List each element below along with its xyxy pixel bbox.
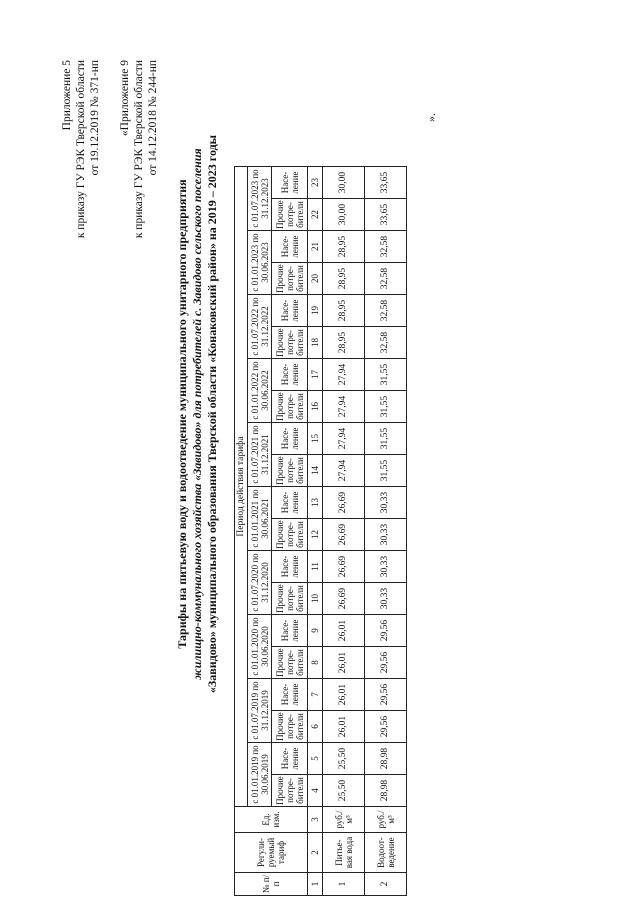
value-cell: 33,65 bbox=[365, 199, 407, 231]
value-cell: 28,95 bbox=[323, 295, 365, 327]
value-cell: 28,98 bbox=[365, 743, 407, 775]
column-number: 10 bbox=[308, 583, 323, 615]
value-cell: 26,01 bbox=[323, 647, 365, 679]
value-cell: 30,33 bbox=[365, 487, 407, 519]
subheader-other: Прочие потре-бители bbox=[272, 263, 308, 295]
value-cell: 32,58 bbox=[365, 231, 407, 263]
appendix9-line3: от 14.12.2018 № 244-нп bbox=[147, 60, 159, 176]
subheader-population: Насе-ление bbox=[272, 167, 308, 199]
value-cell: 30,33 bbox=[365, 583, 407, 615]
value-cell: 28,95 bbox=[323, 231, 365, 263]
period-cell: с 01.01.2023 по 30.06.2023 bbox=[248, 231, 272, 295]
period-row bbox=[248, 167, 272, 896]
column-number: 20 bbox=[308, 263, 323, 295]
title-line3: «Завидово» муниципального образования Тверской области «Конаковский район» на 2019 – 2023 годы bbox=[205, 134, 219, 694]
value-cell: 26,69 bbox=[323, 551, 365, 583]
column-number: 19 bbox=[308, 295, 323, 327]
value-cell: 29,56 bbox=[365, 647, 407, 679]
value-cell: 30,33 bbox=[365, 519, 407, 551]
value-cell: 28,98 bbox=[365, 775, 407, 807]
subheader-population: Насе-ление bbox=[272, 359, 308, 391]
subheader-other: Прочие потре-бители bbox=[272, 455, 308, 487]
header-tariff: Регули-руемый тариф bbox=[235, 833, 308, 873]
value-cell: 28,95 bbox=[323, 327, 365, 359]
value-cell: 33,65 bbox=[365, 167, 407, 199]
subheader-other: Прочие потре-бители bbox=[272, 711, 308, 743]
appendix5-line1: Приложение 5 bbox=[61, 60, 73, 131]
value-cell: 25,50 bbox=[323, 743, 365, 775]
value-cell: 31,55 bbox=[365, 391, 407, 423]
value-cell: 31,55 bbox=[365, 455, 407, 487]
subheader-population: Насе-ление bbox=[272, 615, 308, 647]
column-number: 22 bbox=[308, 199, 323, 231]
value-cell: 28,95 bbox=[323, 263, 365, 295]
column-number-row bbox=[308, 167, 323, 896]
subheader-other: Прочие потре-бители bbox=[272, 583, 308, 615]
value-cell: 26,01 bbox=[323, 711, 365, 743]
subheader-population: Насе-ление bbox=[272, 487, 308, 519]
closing-mark: ». bbox=[424, 113, 438, 122]
column-number: 15 bbox=[308, 423, 323, 455]
header-no: № п/п bbox=[235, 873, 308, 896]
column-number: 6 bbox=[308, 711, 323, 743]
subheader-other: Прочие потре-бители bbox=[272, 647, 308, 679]
period-cell: с 01.01.2020 по 30.06.2020 bbox=[248, 615, 272, 679]
value-cell: 30,00 bbox=[323, 199, 365, 231]
subheader-other: Прочие потре-бители bbox=[272, 199, 308, 231]
table-row bbox=[323, 167, 365, 896]
value-cell: 26,69 bbox=[323, 487, 365, 519]
value-cell: 26,01 bbox=[323, 679, 365, 711]
page-title bbox=[175, 24, 220, 804]
title-line1: Тарифы на питьевую воду и водоотведение муниципального унитарного предприятия bbox=[175, 179, 189, 649]
value-cell: 29,56 bbox=[365, 679, 407, 711]
subheader-row bbox=[272, 167, 308, 896]
value-cell: 29,56 bbox=[365, 615, 407, 647]
appendix5-line2: к приказу ГУ РЭК Тверской области bbox=[75, 60, 87, 239]
period-cell: с 01.07.2020 по 31.12.2020 bbox=[248, 551, 272, 615]
value-cell: 26,69 bbox=[323, 583, 365, 615]
tariff-table bbox=[234, 166, 407, 896]
subheader-other: Прочие потре-бители bbox=[272, 519, 308, 551]
value-cell: 31,55 bbox=[365, 423, 407, 455]
row-unit: руб./м³ bbox=[323, 807, 365, 833]
value-cell: 26,69 bbox=[323, 519, 365, 551]
column-number: 9 bbox=[308, 615, 323, 647]
value-cell: 26,01 bbox=[323, 615, 365, 647]
subheader-population: Насе-ление bbox=[272, 295, 308, 327]
column-number: 11 bbox=[308, 551, 323, 583]
row-number: 2 bbox=[365, 873, 407, 896]
period-cell: с 01.01.2022 по 30.06.2022 bbox=[248, 359, 272, 423]
value-cell: 31,55 bbox=[365, 359, 407, 391]
period-cell: с 01.07.2019 по 31.12.2019 bbox=[248, 679, 272, 743]
subheader-population: Насе-ление bbox=[272, 679, 308, 711]
subheader-population: Насе-ление bbox=[272, 231, 308, 263]
appendix5-block bbox=[60, 60, 102, 384]
title-line2: жилищно-коммунального хозяйства «Завидово» для потребителей с. Завидово сельского поселения bbox=[190, 148, 204, 680]
column-number: 3 bbox=[308, 807, 323, 833]
appendix9-line2: к приказу ГУ РЭК Тверской области bbox=[133, 60, 145, 239]
value-cell: 32,58 bbox=[365, 295, 407, 327]
column-number: 21 bbox=[308, 231, 323, 263]
subheader-population: Насе-ление bbox=[272, 743, 308, 775]
value-cell: 32,58 bbox=[365, 263, 407, 295]
column-number: 13 bbox=[308, 487, 323, 519]
period-cell: с 01.07.2023 по 31.12.2023 bbox=[248, 167, 272, 231]
column-number: 17 bbox=[308, 359, 323, 391]
column-number: 7 bbox=[308, 679, 323, 711]
row-tariff-name: Водоот-ведение bbox=[365, 833, 407, 873]
subheader-population: Насе-ление bbox=[272, 423, 308, 455]
column-number: 12 bbox=[308, 519, 323, 551]
value-cell: 27,94 bbox=[323, 423, 365, 455]
subheader-other: Прочие потре-бители bbox=[272, 391, 308, 423]
subheader-population: Насе-ление bbox=[272, 551, 308, 583]
header-unit: Ед. изм. bbox=[235, 807, 308, 833]
period-cell: с 01.07.2022 по 31.12.2022 bbox=[248, 295, 272, 359]
row-tariff-name: Питье-вая вода bbox=[323, 833, 365, 873]
value-cell: 27,94 bbox=[323, 359, 365, 391]
column-number: 8 bbox=[308, 647, 323, 679]
appendix9-line1: «Приложение 9 bbox=[119, 60, 131, 137]
appendix5-line3: от 19.12.2019 № 371-нп bbox=[89, 60, 101, 176]
column-number: 1 bbox=[308, 873, 323, 896]
value-cell: 30,00 bbox=[323, 167, 365, 199]
header-period: Период действия тарифа bbox=[235, 167, 248, 807]
column-number: 14 bbox=[308, 455, 323, 487]
period-cell: с 01.01.2019 по 30.06.2019 bbox=[248, 743, 272, 807]
subheader-other: Прочие потре-бители bbox=[272, 775, 308, 807]
value-cell: 25,50 bbox=[323, 775, 365, 807]
subheader-other: Прочие потре-бители bbox=[272, 327, 308, 359]
appendix9-block bbox=[118, 60, 160, 384]
table-row bbox=[365, 167, 407, 896]
column-number: 23 bbox=[308, 167, 323, 199]
row-unit: руб./м³ bbox=[365, 807, 407, 833]
period-cell: с 01.07.2021 по 31.12.2021 bbox=[248, 423, 272, 487]
value-cell: 27,94 bbox=[323, 455, 365, 487]
column-number: 5 bbox=[308, 743, 323, 775]
value-cell: 32,58 bbox=[365, 327, 407, 359]
column-number: 16 bbox=[308, 391, 323, 423]
value-cell: 27,94 bbox=[323, 391, 365, 423]
row-number: 1 bbox=[323, 873, 365, 896]
tariff-table-wrap bbox=[234, 166, 407, 896]
value-cell: 29,56 bbox=[365, 711, 407, 743]
value-cell: 30,33 bbox=[365, 551, 407, 583]
column-number: 4 bbox=[308, 775, 323, 807]
period-cell: с 01.01.2021 по 30.06.2021 bbox=[248, 487, 272, 551]
column-number: 18 bbox=[308, 327, 323, 359]
column-number: 2 bbox=[308, 833, 323, 873]
